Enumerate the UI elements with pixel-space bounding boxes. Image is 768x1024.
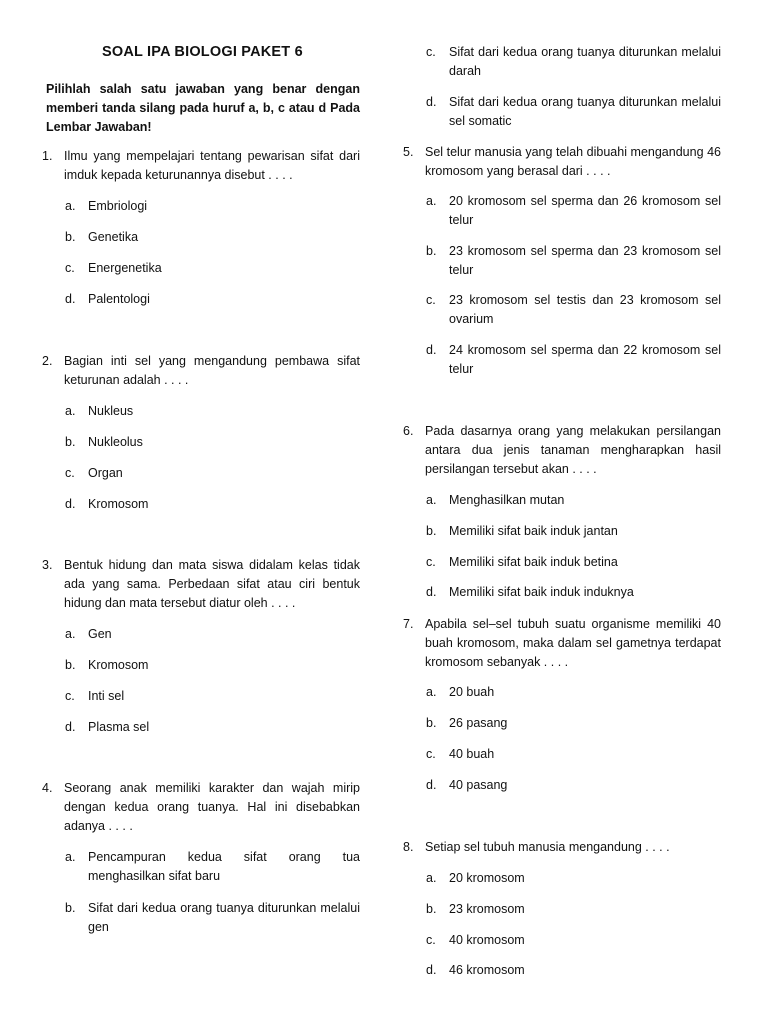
question-number: 6. bbox=[403, 424, 414, 438]
question-text: Setiap sel tubuh manusia mengandung . . . . bbox=[425, 840, 670, 854]
option-letter: a. bbox=[426, 194, 437, 208]
option-text: 20 kromosom sel sperma dan 26 kromosom sel telur bbox=[449, 194, 721, 227]
option-text: Inti sel bbox=[88, 689, 125, 703]
option-text: Sifat dari kedua orang tuanya diturunkan melalui darah bbox=[449, 45, 721, 78]
option-letter: c. bbox=[426, 747, 436, 761]
option-letter: d. bbox=[426, 963, 437, 977]
option-text: Genetika bbox=[88, 230, 139, 244]
option-letter: c. bbox=[65, 466, 75, 480]
option-letter: a. bbox=[65, 627, 76, 641]
option-letter: c. bbox=[426, 293, 436, 307]
option-text: 40 pasang bbox=[449, 778, 508, 792]
option-text: Sifat dari kedua orang tuanya diturunkan melalui gen bbox=[88, 901, 360, 934]
option-text: Gen bbox=[88, 627, 112, 641]
option-text: 20 buah bbox=[449, 685, 495, 699]
option-letter: a. bbox=[426, 493, 437, 507]
option-text: Embriologi bbox=[88, 199, 148, 213]
option-letter: c. bbox=[65, 689, 75, 703]
option-text: 23 kromosom sel sperma dan 23 kromosom sel telur bbox=[449, 244, 721, 277]
option-letter: c. bbox=[426, 45, 436, 59]
option-text: Organ bbox=[88, 466, 123, 480]
option-text: 23 kromosom sel testis dan 23 kromosom sel ovarium bbox=[449, 293, 721, 326]
option-letter: c. bbox=[426, 555, 436, 569]
option-letter: b. bbox=[65, 901, 76, 915]
option-letter: c. bbox=[426, 933, 436, 947]
option-text: 40 buah bbox=[449, 747, 495, 761]
question-text: Seorang anak memiliki karakter dan wajah mirip dengan kedua orang tuanya. Hal ini disebabkan adanya . . . . bbox=[64, 781, 360, 833]
option-letter: b. bbox=[426, 716, 437, 730]
question-text: Sel telur manusia yang telah dibuahi mengandung 46 kromosom yang berasal dari . . . . bbox=[425, 145, 721, 178]
option-letter: d. bbox=[426, 778, 437, 792]
question-number: 4. bbox=[42, 781, 53, 795]
option-letter: b. bbox=[65, 658, 76, 672]
question-text: Bentuk hidung dan mata siswa didalam kelas tidak ada yang sama. Perbedaan sifat atau ciri bentuk hidung dan mata tersebut diatur oleh . . . . bbox=[64, 558, 360, 610]
question-number: 5. bbox=[403, 145, 414, 159]
option-letter: c. bbox=[65, 261, 75, 275]
question-number: 1. bbox=[42, 149, 53, 163]
option-text: Energenetika bbox=[88, 261, 162, 275]
option-text: Memiliki sifat baik induk induknya bbox=[449, 585, 634, 599]
option-text: Memiliki sifat baik induk jantan bbox=[449, 524, 618, 538]
option-text: 24 kromosom sel sperma dan 22 kromosom sel telur bbox=[449, 343, 721, 376]
option-letter: a. bbox=[65, 850, 76, 864]
option-text: Plasma sel bbox=[88, 720, 150, 734]
option-letter: b. bbox=[65, 435, 76, 449]
option-text: 26 pasang bbox=[449, 716, 508, 730]
option-text: Menghasilkan mutan bbox=[449, 493, 565, 507]
question-number: 3. bbox=[42, 558, 53, 572]
option-text: 20 kromosom bbox=[449, 871, 525, 885]
option-letter: a. bbox=[426, 685, 437, 699]
question-text: Pada dasarnya orang yang melakukan persilangan antara dua jenis tanaman mengharapkan hasil persilangan tersebut akan . . . . bbox=[425, 424, 721, 476]
option-letter: a. bbox=[65, 199, 76, 213]
option-text: Kromosom bbox=[88, 658, 149, 672]
option-text: Pencampuran kedua sifat orang tua menghasilkan sifat baru bbox=[88, 850, 360, 883]
option-letter: d. bbox=[426, 95, 437, 109]
option-text: Nukleus bbox=[88, 404, 134, 418]
option-text: Kromosom bbox=[88, 497, 149, 511]
question-text: Ilmu yang mempelajari tentang pewarisan sifat dari imduk kepada keturunannya disebut . . . . bbox=[64, 149, 360, 182]
option-letter: d. bbox=[426, 343, 437, 357]
option-letter: d. bbox=[65, 292, 76, 306]
option-letter: b. bbox=[426, 524, 437, 538]
option-letter: a. bbox=[65, 404, 76, 418]
option-letter: d. bbox=[65, 720, 76, 734]
option-text: 40 kromosom bbox=[449, 933, 525, 947]
option-text: 46 kromosom bbox=[449, 963, 525, 977]
question-number: 2. bbox=[42, 354, 53, 368]
option-letter: b. bbox=[426, 902, 437, 916]
instructions: Pilihlah salah satu jawaban yang benar dengan memberi tanda silang pada huruf a, b, c atau d Pada Lembar Jawaban! bbox=[46, 82, 360, 134]
option-text: Memiliki sifat baik induk betina bbox=[449, 555, 618, 569]
option-text: 23 kromosom bbox=[449, 902, 525, 916]
option-letter: d. bbox=[65, 497, 76, 511]
option-letter: a. bbox=[426, 871, 437, 885]
option-text: Nukleolus bbox=[88, 435, 143, 449]
option-text: Sifat dari kedua orang tuanya diturunkan melalui sel somatic bbox=[449, 95, 721, 128]
option-letter: b. bbox=[426, 244, 437, 258]
question-number: 7. bbox=[403, 617, 414, 631]
page-title: SOAL IPA BIOLOGI PAKET 6 bbox=[102, 44, 303, 60]
option-letter: d. bbox=[426, 585, 437, 599]
question-text: Apabila sel–sel tubuh suatu organisme memiliki 40 buah kromosom, maka dalam sel gametnya terdapat kromosom sebanyak . . . . bbox=[425, 617, 721, 669]
option-text: Palentologi bbox=[88, 292, 150, 306]
question-number: 8. bbox=[403, 840, 414, 854]
question-text: Bagian inti sel yang mengandung pembawa sifat keturunan adalah . . . . bbox=[64, 354, 360, 387]
option-letter: b. bbox=[65, 230, 76, 244]
